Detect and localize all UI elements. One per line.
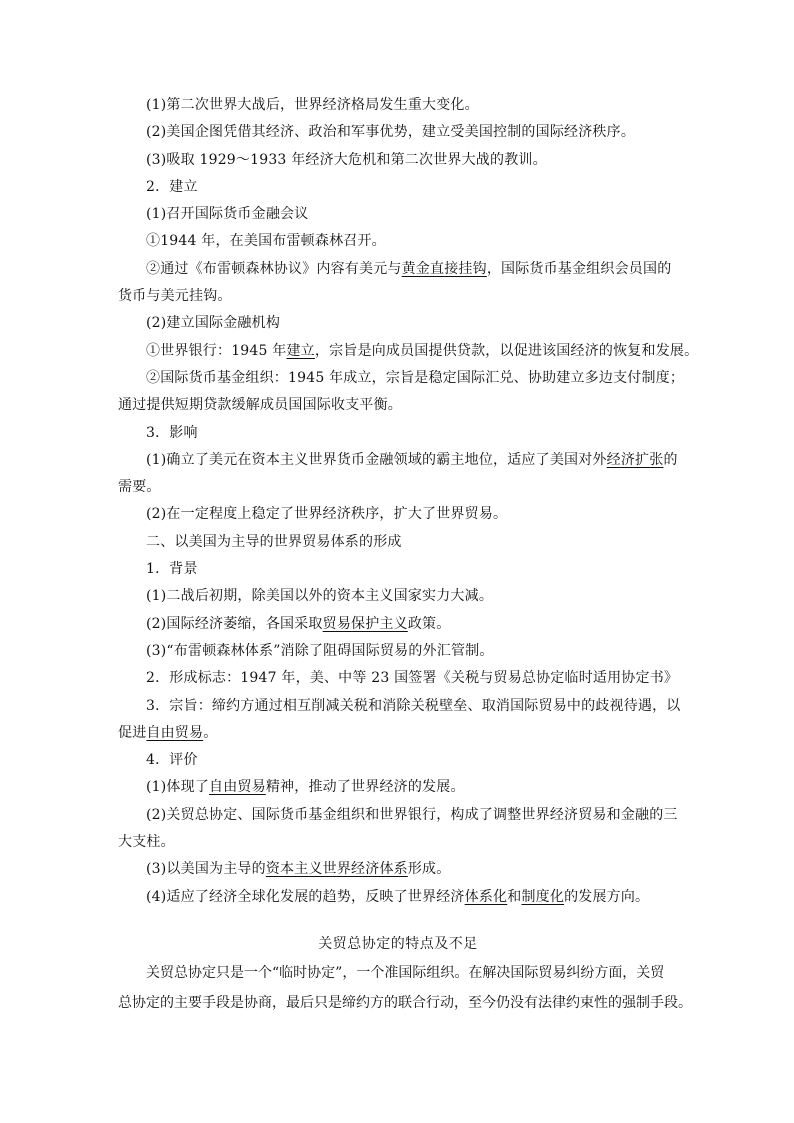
text-line [118,774,678,801]
text-line [118,420,678,447]
text-span: ，国际货币基金组织会员国的 [486,260,672,277]
text-line [118,802,678,829]
text-line [118,884,678,911]
underlined-keyword: 自由贸易 [146,724,204,741]
text-span: 通过提供短期贷款缓解成员国国际收支平衡。 [118,397,402,414]
document-page [118,92,699,1018]
text-span: 二、以美国为主导的世界贸易体系的形成 [146,533,402,550]
text-span: 形成。 [407,861,451,878]
text-span: 1．背景 [146,561,198,578]
extra-paragraph-line-1: 关贸总协定只是一个“临时协定”，一个准国际组织。在解决国际贸易纠纷方面，关贸 [146,964,665,981]
underlined-keyword: 资本主义世界经济体系 [265,861,408,878]
text-span: (1)确立了美元在资本主义世界货币金融领域的霸主地位，适应了美国对外 [146,451,607,468]
text-line [118,283,678,310]
text-span: (4)适应了经济全球化发展的趋势，反映了世界经济 [146,888,465,905]
text-line [118,228,678,255]
text-span: ①1944 年，在美国布雷顿森林召开。 [146,233,386,250]
text-line [118,310,678,337]
text-span: 的 [663,451,678,468]
text-line [118,365,685,392]
text-span: (3)吸取 1929～1933 年经济大危机和第二次世界大战的教训。 [146,151,547,168]
text-line [118,720,678,747]
text-span: (2)建立国际金融机构 [146,315,281,332]
text-line [118,147,678,174]
underlined-keyword: 体系化 [464,888,508,905]
text-span: 需要。 [118,479,161,496]
text-span: (2)关贸总协定、国际货币基金组织和世界银行，构成了调整世界经济贸易和金融的三 [146,806,678,823]
text-span: ②通过《布雷顿森林协议》内容有美元与 [146,260,402,277]
text-line [118,611,678,638]
text-line [118,201,678,228]
text-line [118,447,678,474]
text-span: ①世界银行：1945 年 [146,342,287,359]
extra-section-title: 关贸总协定的特点及不足 [318,935,478,952]
text-line [118,583,678,610]
text-span: 大支柱。 [118,834,175,851]
text-span: (2)在一定程度上稳定了世界经济秩序，扩大了世界贸易。 [146,506,508,523]
text-span: (3)“布雷顿森林体系”消除了阻碍国际贸易的外汇管制。 [146,642,494,659]
text-line [118,638,678,665]
text-line [118,92,678,119]
text-line [118,392,678,419]
text-span: 4．评价 [146,752,198,769]
text-span: 3．影响 [146,424,198,441]
text-line [118,665,678,692]
text-span: 2．建立 [146,178,198,195]
text-span: 3．宗旨：缔约方通过相互削减关税和消除关税壁垒、取消国际贸易中的歧视待遇，以 [146,697,681,714]
text-span: 政策。 [407,615,451,632]
text-line [118,693,681,720]
main-text [118,92,699,911]
text-line [118,529,678,556]
text-line [118,856,678,883]
text-span: 2．形成标志：1947 年，美、中等 23 国签署《关税与贸易总协定临时适用协定书》 [146,670,679,687]
text-span: 。 [203,724,218,741]
text-span: (2)国际经济萎缩，各国采取 [146,615,323,632]
text-line [118,556,678,583]
underlined-keyword: 建立 [286,342,315,359]
text-line [118,119,678,146]
text-span: ，宗旨是向成员国提供贷款，以促进该国经济的恢复和发展。 [314,342,699,359]
text-line [118,501,678,528]
extra-paragraph-line-2: 总协定的主要手段是协商，最后只是缔约方的联合行动，至今仍没有法律约束性的强制手段。 [118,994,692,1011]
text-line [118,829,678,856]
text-span: (3)以美国为主导的 [146,861,266,878]
underlined-keyword: 自由贸易 [209,779,266,796]
text-span: (2)美国企图凭借其经济、政治和军事优势，建立受美国控制的国际经济秩序。 [146,124,636,141]
text-span: (1)召开国际货币金融会议 [146,206,309,223]
text-span: 和 [507,888,522,905]
text-span: (1)体现了 [146,779,210,796]
underlined-keyword: 贸易保护主义 [322,615,408,632]
underlined-keyword: 制度化 [521,888,565,905]
text-span: (1)二战后初期，除美国以外的资本主义国家实力大减。 [146,588,494,605]
text-span: (1)第二次世界大战后，世界经济格局发生重大变化。 [146,97,479,113]
text-line [118,474,678,501]
text-span: 精神，推动了世界经济的发展。 [265,779,465,796]
text-span: 货币与美元挂钩。 [118,288,232,305]
underlined-keyword: 黄金直接挂钩 [401,260,487,277]
text-line [118,256,678,283]
text-span: ②国际货币基金组织：1945 年成立，宗旨是稳定国际汇兑、协助建立多边支付制度； [146,369,685,386]
text-line [118,338,699,365]
text-line [118,747,678,774]
text-span: 促进 [118,724,147,741]
text-span: 的发展方向。 [564,888,650,905]
underlined-keyword: 经济扩张 [606,451,664,468]
text-line [118,174,678,201]
